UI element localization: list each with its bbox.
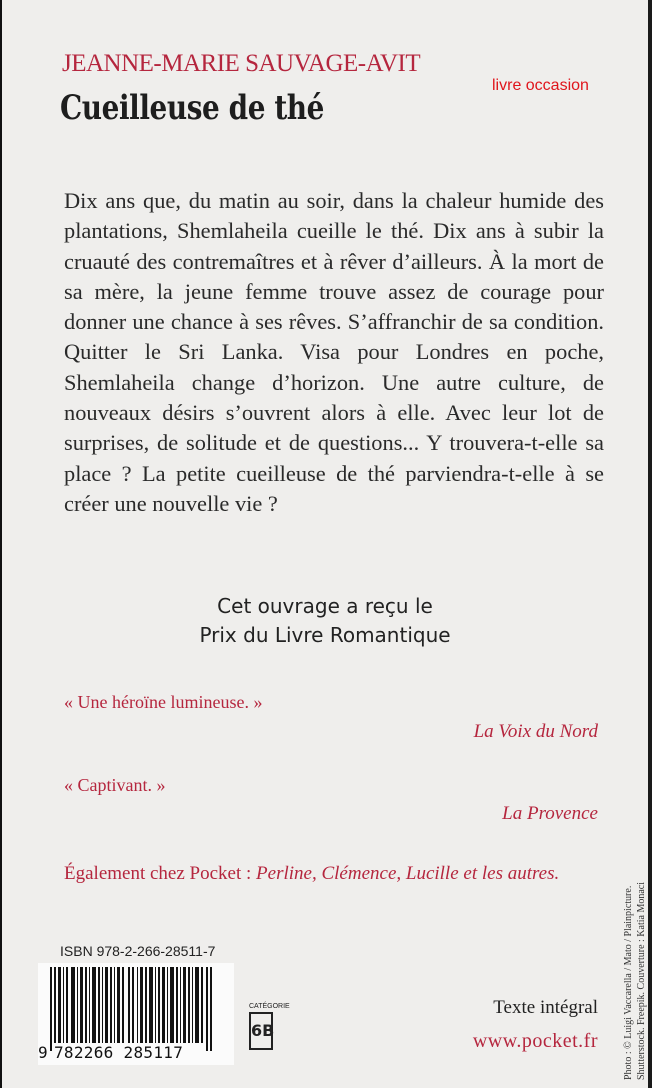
also-prefix: Également chez Pocket : <box>64 863 257 884</box>
category-code: 6B <box>249 1012 273 1050</box>
barcode-first-digit: 9 <box>38 1043 48 1062</box>
also-by-author <box>64 863 559 885</box>
credits-line-1: Photo : © Luigi Vaccarella / Mato / Plainpicture. <box>623 885 634 1080</box>
barcode-digits: 782266 285117 <box>54 1043 184 1062</box>
review-quote: « Captivant. » <box>64 775 166 795</box>
book-title: Cueilleuse de thé <box>60 88 324 128</box>
barcode-bars <box>46 967 226 1051</box>
also-titles: Perline, Clémence, Lucille et les autres. <box>256 863 560 884</box>
review-source: La Voix du Nord <box>473 721 598 742</box>
review-quote: « Une héroïne lumineuse. » <box>64 692 263 712</box>
texte-integral: Texte intégral <box>493 997 598 1018</box>
category-label: CATÉGORIE <box>249 1003 290 1010</box>
photo-credits <box>622 882 648 1080</box>
credits-line-2: Shutterstock. Freepik. Couverture : Katia Monaci <box>636 881 647 1080</box>
blurb-text: Dix ans que, du matin au soir, dans la chaleur humide des plantations, Shemlaheila cueille le thé. Dix ans à subir la cruauté des contremaîtres et à rêver d’ailleurs. À la mort de sa mère, la jeune femme trouve assez de courage pour donner une chance à ses rêves. S’affranchir de sa condition. Quitter le Sri Lanka. Visa pour Londres en poche, Shemlaheila change d’horizon. Une autre culture, de nouveaux désirs s’ouvrent alors à elle. Avec leur lot de surprises, de solitude et de questions... Y trouvera-t-elle sa place ? La petite cueilleuse de thé parviendra-t-elle à se créer une nouvelle vie ? <box>64 188 604 516</box>
prize-line-2: Prix du Livre Romantique <box>199 623 451 647</box>
author-name: JEANNE-MARIE SAUVAGE-AVIT <box>62 50 421 77</box>
publisher-website: www.pocket.fr <box>472 1030 598 1052</box>
cover-edge <box>648 0 652 1088</box>
book-back-cover <box>2 0 648 1088</box>
prize-line-1: Cet ouvrage a reçu le <box>217 594 433 618</box>
watermark-label: livre occasion <box>492 77 589 94</box>
review-source: La Provence <box>502 803 598 824</box>
barcode <box>38 963 234 1065</box>
isbn-text: ISBN 978-2-266-28511-7 <box>60 943 216 959</box>
